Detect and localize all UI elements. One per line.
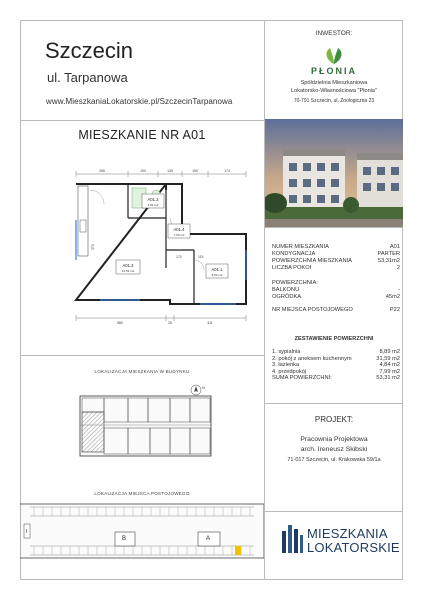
info-row-rooms: LICZBA POKOI 2 [272, 265, 400, 271]
parking-label-a: A [206, 536, 211, 542]
parking-entrance-label: I [26, 529, 28, 535]
dim-top-4: 150 [192, 169, 198, 173]
outdoor-area-info [272, 280, 400, 301]
building-photo [265, 119, 403, 227]
project-address: 71-017 Szczecin, ul. Krakowska 59/1a [287, 457, 381, 463]
plan-divider [20, 355, 264, 356]
dim-side-1: 373 [91, 244, 95, 250]
summary-row-total: SUMA POWIERZCHNI: 53,31 m2 [272, 375, 400, 381]
website-link[interactable]: www.MieszkaniaLokatorskie.pl/SzczecinTarpanowa [46, 97, 233, 106]
project-line1: Pracownia Projektowa [300, 436, 368, 443]
project-divider [264, 511, 403, 512]
room-a014-area: 7,99 m2 [173, 233, 185, 237]
project-heading: PROJEKT: [314, 415, 354, 424]
room-a014-label: A01.4 [173, 227, 185, 232]
photo-divider [264, 227, 403, 228]
floor-plan [70, 160, 250, 340]
investor-address: 70-791 Szczecin, ul. Zoologiczna 23 [293, 98, 375, 104]
dim-bottom-2: 25 [168, 321, 172, 325]
building-location-title: LOKALIZACJA MIESZKANIA W BUDYNKU [94, 369, 190, 374]
parking-row: NR MIEJSCA POSTOJOWEGO P22 [272, 307, 400, 313]
room-a013-area: 4,84 m2 [147, 203, 159, 207]
room-a012-area: 31,59 m2 [121, 269, 135, 273]
investor-line1: Spółdzielnia Mieszkaniowa [300, 80, 368, 86]
dim-bottom-1: 580 [117, 321, 123, 325]
project-line2: arch. Ireneusz Skibski [300, 446, 368, 453]
summary-row-living: 2. pokój z aneksem kuchennym 31,59 m2 [272, 355, 400, 362]
street-name: ul. Tarpanowa [47, 70, 128, 85]
dim-bottom-3: 311 [207, 321, 213, 325]
parking-location-plan [20, 502, 264, 560]
apartment-info [272, 244, 400, 272]
summary-divider [264, 403, 403, 404]
info-row-area: POWIERZCHNIA MIESZKANIA 53,31m2 [272, 258, 400, 264]
header-divider [20, 120, 264, 121]
dim-top-3: 135 [167, 169, 173, 173]
brand-logo-icon [280, 523, 304, 553]
investor-heading: INWESTOR: [315, 30, 353, 37]
investor-line2: Lokatorsko-Własnościowa "Płonia" [290, 88, 378, 94]
city-title: Szczecin [45, 38, 134, 63]
building-location-plan [78, 384, 213, 466]
dim-side-2: 170 [176, 255, 182, 259]
parking-info [272, 307, 400, 314]
dim-top-5: 174 [224, 169, 230, 173]
parking-location-title: LOKALIZACJA MIEJSCA POSTOJOWEGO [94, 491, 190, 496]
room-a013-label: A01.3 [147, 197, 159, 202]
room-a011-area: 8,89 m2 [211, 273, 223, 277]
area-heading: POWIERZCHNIA: [272, 280, 318, 286]
investor-logo-text: PŁONIA [310, 66, 357, 76]
compass-label: N [202, 385, 205, 390]
room-a011-label: A01.1 [211, 267, 223, 272]
area-row-garden: OGRÓDKA 45m2 [272, 294, 400, 300]
dim-top-2: 190 [140, 169, 146, 173]
summary-row-bedroom: 1. sypialnia 8,89 m2 [272, 349, 400, 355]
summary-table [272, 349, 400, 382]
dim-top-1: 286 [99, 169, 105, 173]
column-divider [264, 20, 265, 580]
area-row-balcony: BALKONU - [272, 287, 400, 293]
summary-title: ZESTAWIENIE POWIERZCHNI [294, 336, 374, 342]
info-row-floor: KONDYGNACJA PARTER [272, 251, 400, 257]
room-a012-label: A01.2 [122, 263, 134, 268]
dim-side-3: 115 [198, 255, 204, 259]
info-row-number: NUMER MIESZKANIA A01 [272, 244, 400, 250]
summary-row-hall: 4. przedpokój 7,99 m2 [272, 368, 400, 375]
plonia-leaf-icon [320, 46, 348, 66]
apartment-title: MIESZKANIE NR A01 [78, 128, 206, 142]
brand-line2: LOKATORSKIE [307, 540, 400, 555]
summary-row-bathroom: 3. łazienka 4,84 m2 [272, 362, 400, 368]
brand-line1: MIESZKANIA [307, 526, 388, 541]
parking-label-b: B [122, 536, 127, 542]
